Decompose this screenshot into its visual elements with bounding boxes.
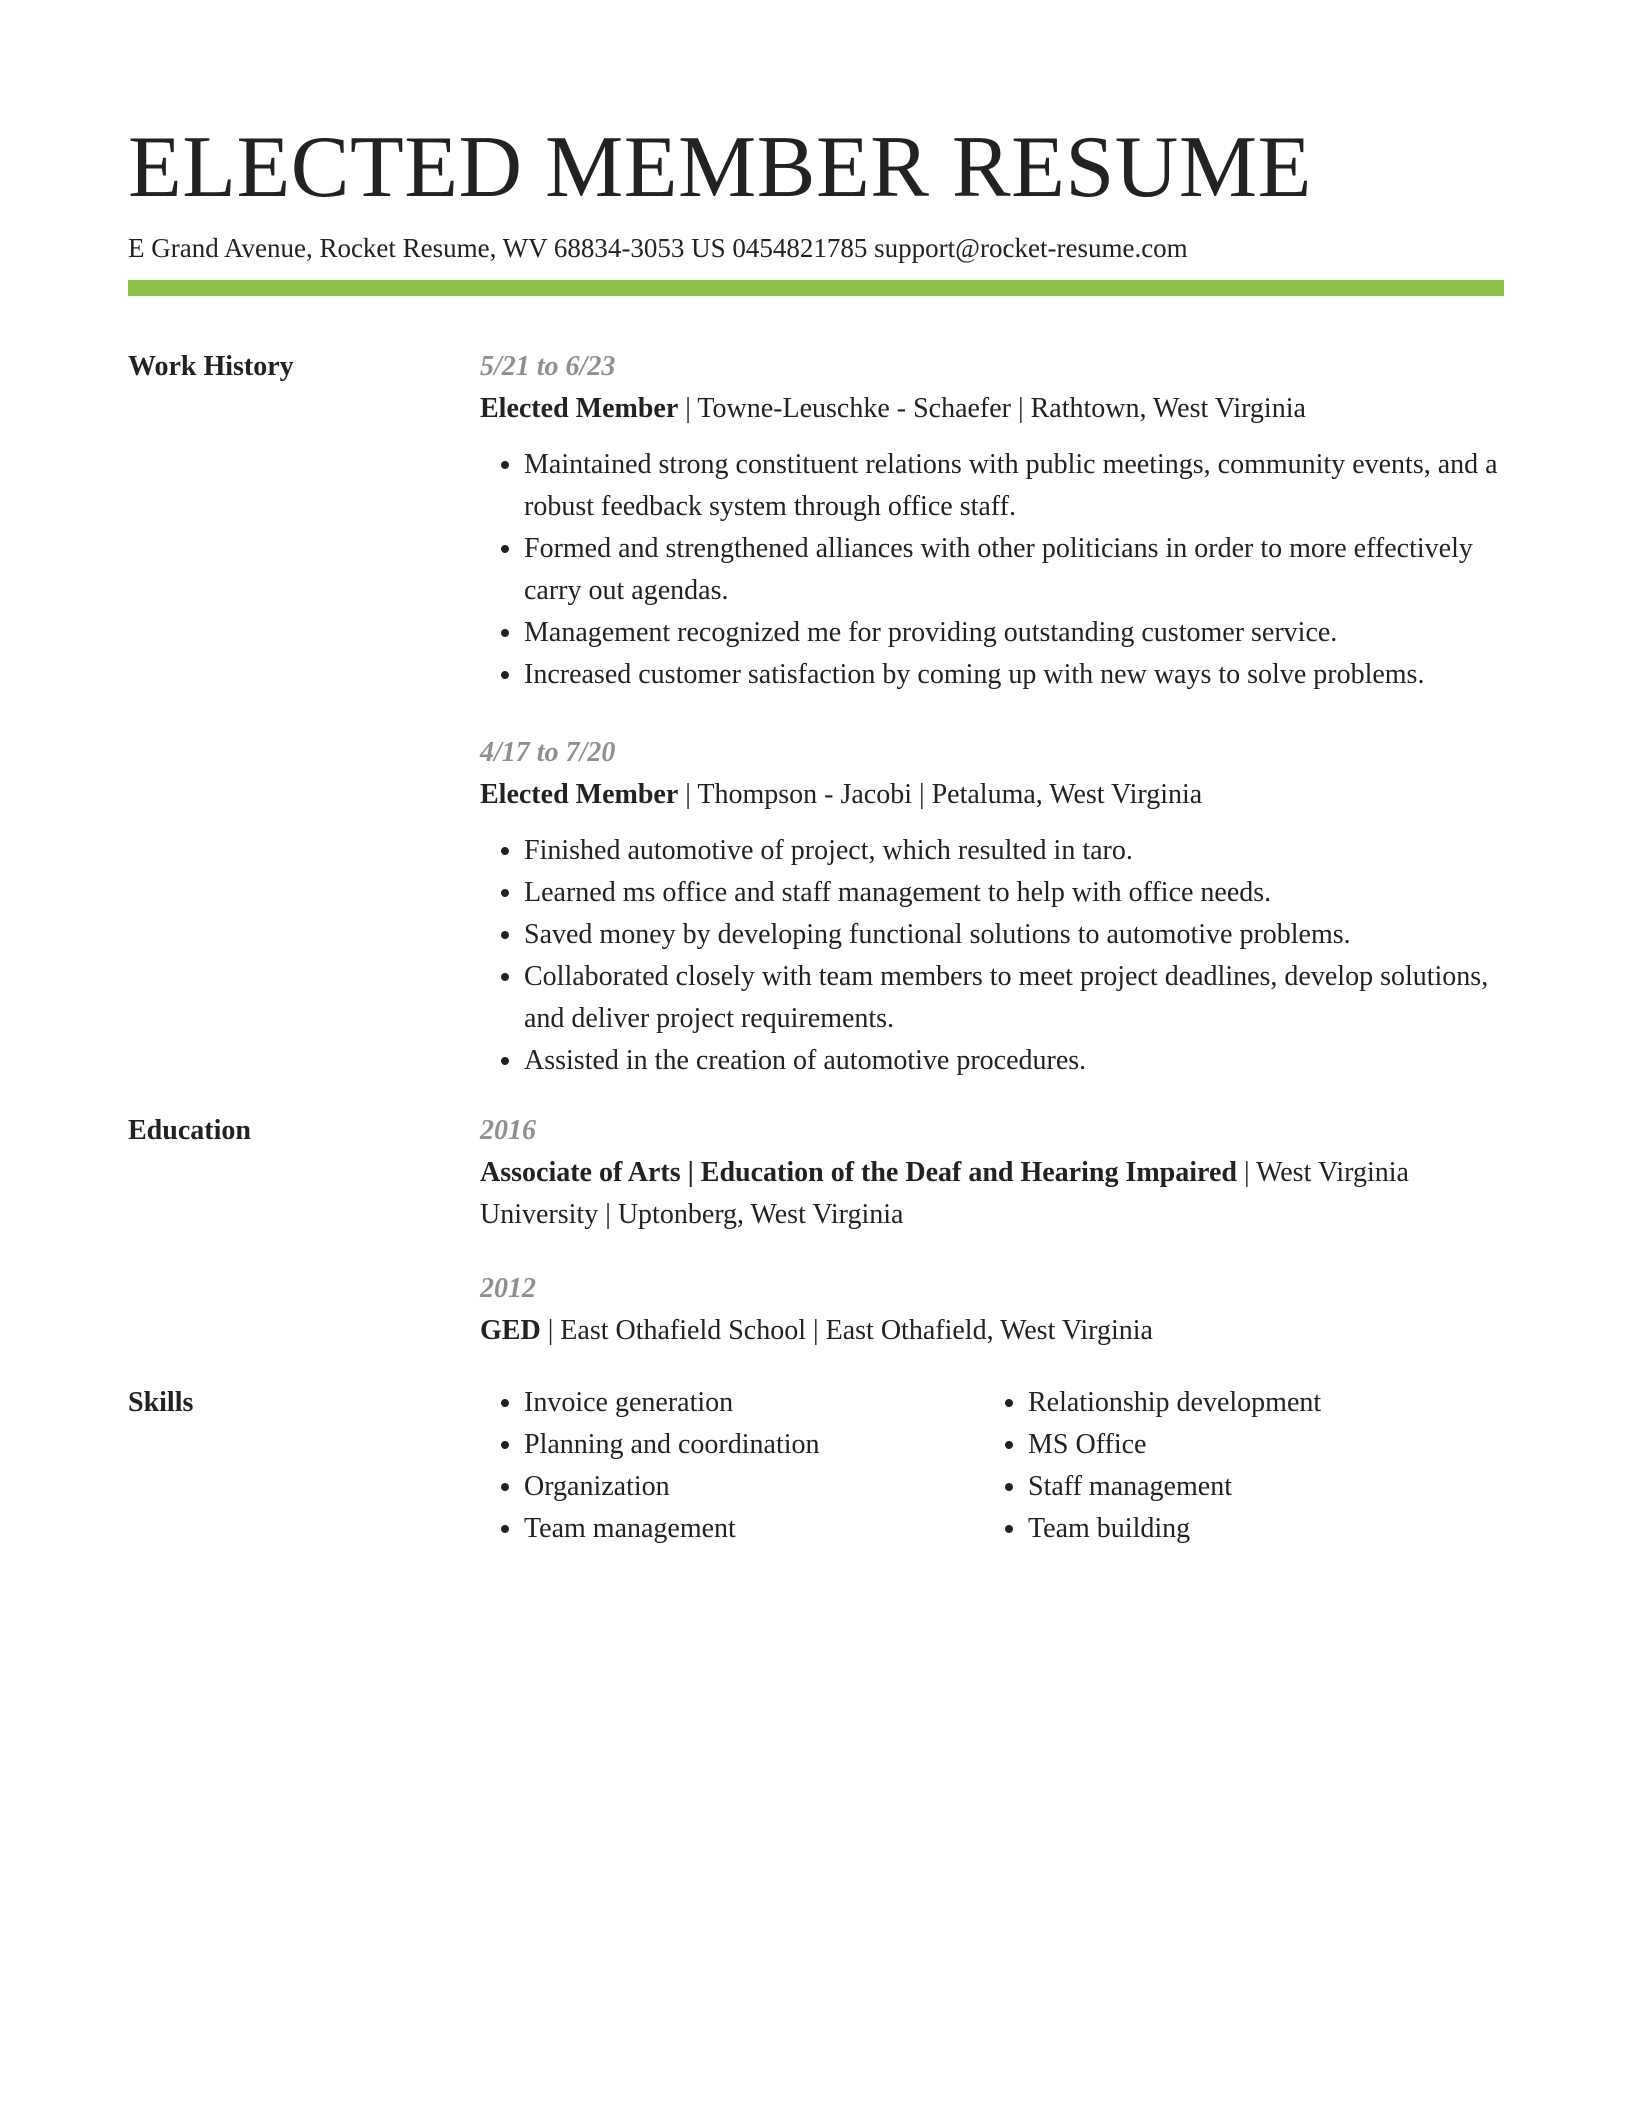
education-date: 2012 [480, 1273, 536, 1304]
education-entry [480, 1110, 1504, 1236]
job-date: 5/21 to 6/23 [480, 351, 616, 382]
list-item: • Team building [1028, 1508, 1488, 1550]
list-item: • Finished automotive of project, which resulted in taro. [524, 830, 1504, 872]
education-details: | West Virginia University | Uptonberg, West Virginia [480, 1157, 1409, 1230]
job-entry [480, 346, 1504, 696]
skills-body [480, 1382, 1504, 1550]
education-title-line [480, 1310, 1504, 1352]
list-item: • Formed and strengthened alliances with other politicians in order to more effectively carry out agendas. [524, 528, 1504, 612]
job-title: Elected Member [480, 779, 679, 810]
job-date: 4/17 to 7/20 [480, 737, 616, 768]
education-body [480, 1110, 1504, 1352]
list-item: • Planning and coordination [524, 1424, 984, 1466]
job-title: Elected Member [480, 393, 679, 424]
job-title-line [480, 388, 1504, 430]
list-item: • Maintained strong constituent relations with public meetings, community events, and a robust feedback system through office staff. [524, 444, 1504, 528]
list-item: • Invoice generation [524, 1382, 984, 1424]
list-item: • Increased customer satisfaction by coming up with new ways to solve problems. [524, 654, 1504, 696]
list-item: • Saved money by developing functional solutions to automotive problems. [524, 914, 1504, 956]
job-details: | Towne-Leuschke - Schaefer | Rathtown, West Virginia [678, 393, 1306, 424]
skills-list-right [984, 1382, 1488, 1550]
skills-list-left [480, 1382, 984, 1550]
job-entry [480, 732, 1504, 1082]
contact-info: E Grand Avenue, Rocket Resume, WV 68834-3053 US 0454821785 support@rocket-resume.com [128, 233, 1188, 263]
list-item: • Assisted in the creation of automotive procedures. [524, 1040, 1504, 1082]
job-bullets [480, 830, 1504, 1082]
list-item: • Team management [524, 1508, 984, 1550]
job-details: | Thompson - Jacobi | Petaluma, West Virginia [678, 779, 1203, 810]
resume-title: ELECTED MEMBER RESUME [128, 119, 1312, 216]
list-item: • Staff management [1028, 1466, 1488, 1508]
list-item: • MS Office [1028, 1424, 1488, 1466]
work-history-heading: Work History [128, 351, 294, 382]
education-entry [480, 1268, 1504, 1352]
accent-divider [128, 280, 1504, 296]
education-date: 2016 [480, 1115, 536, 1146]
list-item: • Learned ms office and staff management to help with office needs. [524, 872, 1504, 914]
education-title-line [480, 1152, 1504, 1236]
list-item: • Collaborated closely with team members to meet project deadlines, develop solutions, and deliver project requirements. [524, 956, 1504, 1040]
education-section [128, 1110, 1504, 1352]
education-details: | East Othafield School | East Othafield, West Virginia [540, 1315, 1153, 1346]
education-degree: Associate of Arts | Education of the Deaf and Hearing Impaired [480, 1157, 1237, 1188]
list-item: • Management recognized me for providing outstanding customer service. [524, 612, 1504, 654]
job-bullets [480, 444, 1504, 696]
work-history-section [128, 346, 1504, 1082]
list-item: • Relationship development [1028, 1382, 1488, 1424]
list-item: • Organization [524, 1466, 984, 1508]
skills-heading: Skills [128, 1387, 194, 1418]
skills-section [128, 1382, 1504, 1550]
education-heading: Education [128, 1115, 251, 1146]
education-degree: GED [480, 1315, 541, 1346]
work-history-body [480, 346, 1504, 1082]
job-title-line [480, 774, 1504, 816]
